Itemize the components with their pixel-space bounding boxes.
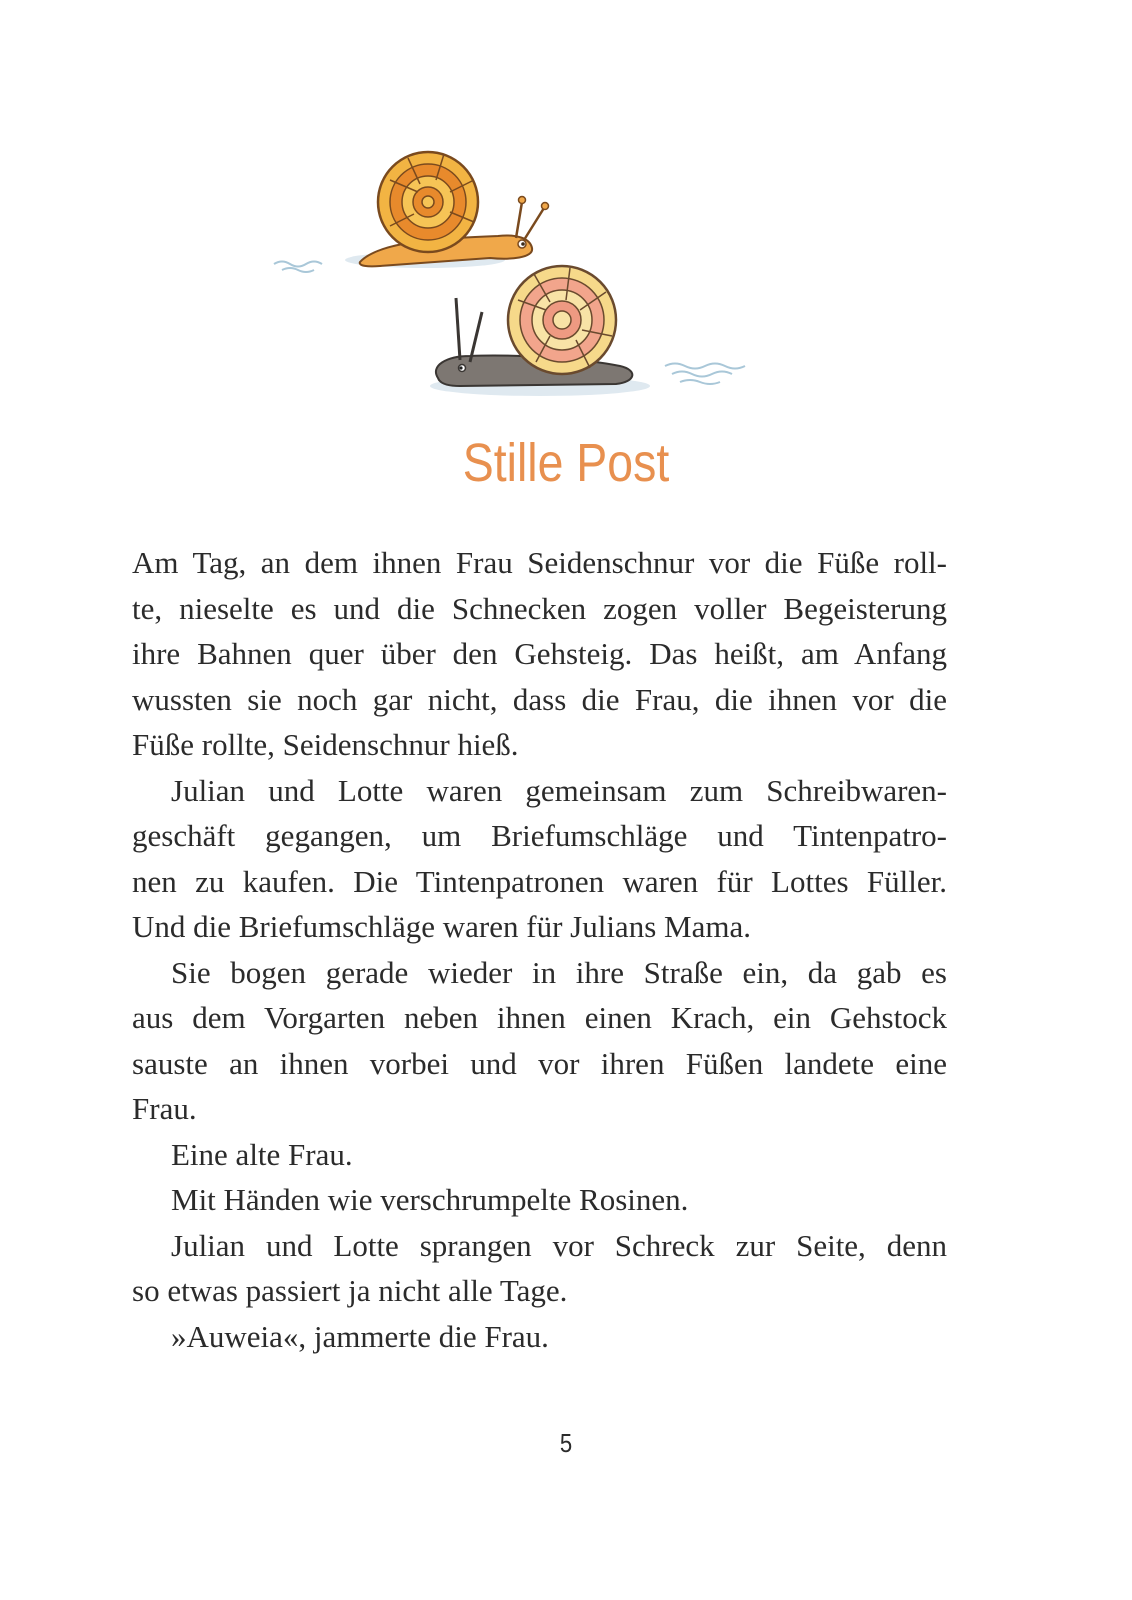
text-line: nen zu kaufen. Die Tintenpatronen waren für Lottes Füller. — [132, 863, 947, 899]
paragraph — [132, 540, 947, 768]
text-line: geschäft gegangen, um Briefumschläge und Tintenpatro- — [132, 818, 947, 853]
snail-orange-icon — [274, 152, 549, 272]
chapter-title: Stille Post — [462, 433, 670, 493]
page-number: 5 — [559, 1428, 573, 1458]
story-text — [132, 540, 947, 1359]
text-line: aus dem Vorgarten neben ihnen einen Krach, ein Gehstock — [132, 1000, 947, 1035]
text-line: Julian und Lotte sprangen vor Schreck zur Seite, denn — [171, 1227, 947, 1263]
paragraph — [132, 1177, 947, 1223]
snails-illustration — [260, 140, 800, 420]
text-line: Eine alte Frau. — [171, 1136, 353, 1172]
text-line: Und die Briefumschläge waren für Julians Mama. — [132, 909, 751, 944]
snail-pink-icon — [430, 266, 745, 396]
paragraph — [132, 768, 947, 950]
text-line: Füße rollte, Seidenschnur hieß. — [132, 727, 519, 762]
paragraph — [132, 950, 947, 1132]
text-line: wussten sie noch gar nicht, dass die Frau, die ihnen vor die — [132, 681, 947, 717]
text-line: Julian und Lotte waren gemeinsam zum Schreibwaren- — [171, 772, 947, 808]
text-line: ihre Bahnen quer über den Gehsteig. Das heißt, am Anfang — [132, 636, 947, 671]
paragraph — [132, 1314, 947, 1360]
text-line: Frau. — [132, 1091, 197, 1126]
text-line: so etwas passiert ja nicht alle Tage. — [132, 1273, 568, 1308]
text-line: Mit Händen wie verschrumpelte Rosinen. — [171, 1182, 689, 1217]
paragraph — [132, 1223, 947, 1314]
text-line: Am Tag, an dem ihnen Frau Seidenschnur vor die Füße roll- — [132, 545, 947, 580]
text-line: sauste an ihnen vorbei und vor ihren Füßen landete eine — [132, 1045, 947, 1081]
text-line: Sie bogen gerade wieder in ihre Straße ein, da gab es — [171, 954, 947, 990]
paragraph — [132, 1132, 947, 1178]
text-line: »Auweia«, jammerte die Frau. — [171, 1318, 549, 1354]
text-line: te, nieselte es und die Schnecken zogen voller Begeisterung — [132, 590, 947, 626]
